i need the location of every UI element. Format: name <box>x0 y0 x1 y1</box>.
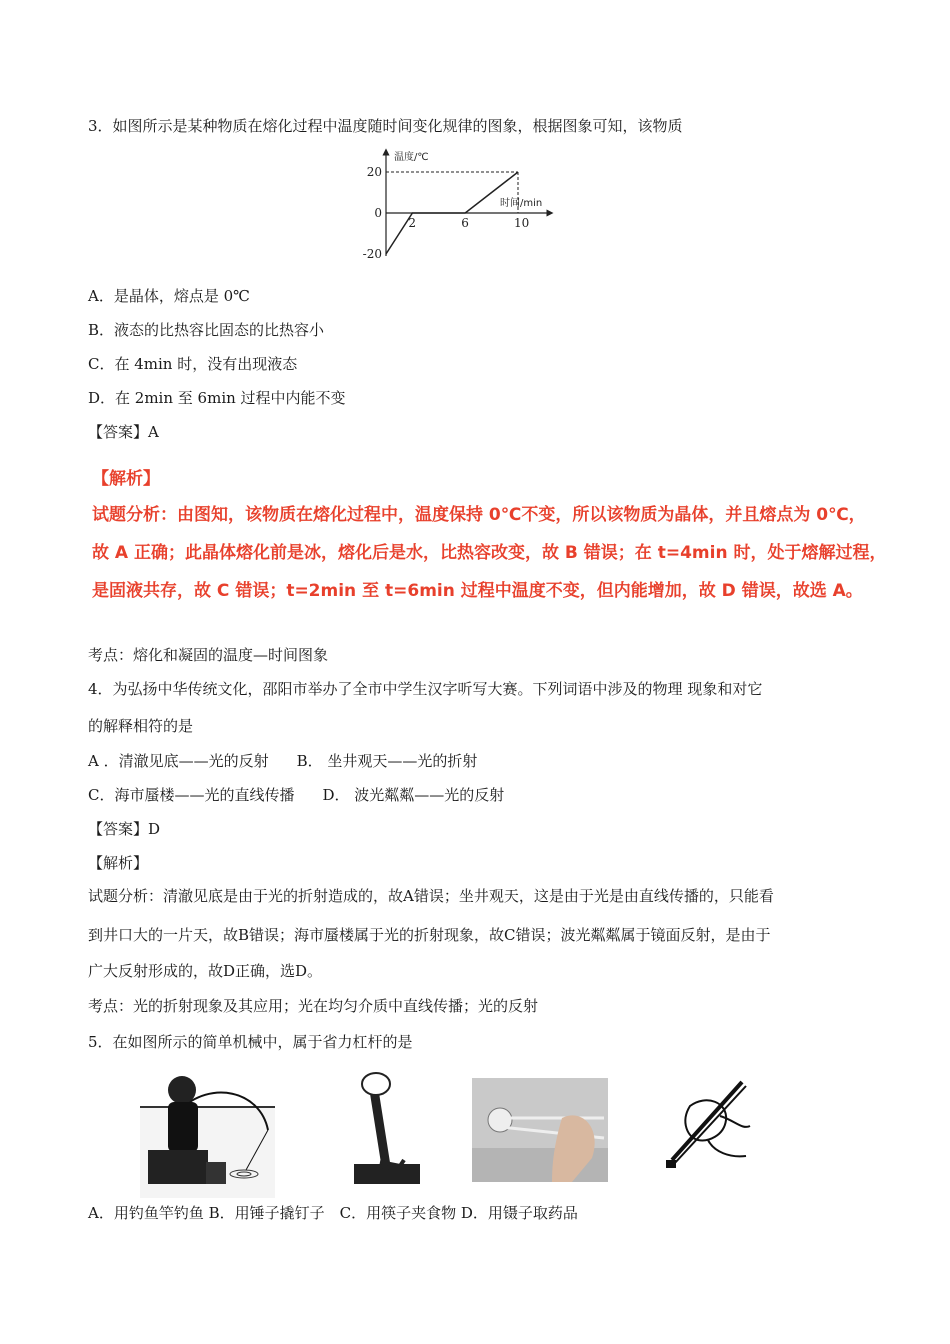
q3-option-b: B．液态的比热容比固态的比热容小 <box>88 321 325 339</box>
q4-analysis-line-3: 广大反射形成的，故D正确，选D。 <box>88 962 323 980</box>
q3-option-d: D．在 2min 至 6min 过程中内能不变 <box>88 389 346 407</box>
x-tick-label-2: 2 <box>408 216 417 230</box>
x-tick-label-10: 10 <box>514 216 530 230</box>
q3-analysis-line-1: 试题分析：由图知，该物质在熔化过程中，温度保持 0℃不变，所以该物质为晶体，并且熔点为 0℃， <box>92 505 866 525</box>
q4-option-d: D． 波光粼粼——光的反射 <box>322 786 505 804</box>
q3-analysis-line-2: 故 A 正确；此晶体熔化前是冰，熔化后是水，比热容改变，故 B 错误；在 t=4min 时，处于熔解过程， <box>92 543 887 563</box>
tweezers-image <box>650 1076 760 1176</box>
q3-analysis-line-3: 是固液共存，故 C 错误；t=2min 至 t=6min 过程中温度不变，但内能增加，故 D 错误，故选 A。 <box>92 581 863 601</box>
q5-options: A．用钓鱼竿钓鱼 B．用锤子撬钉子 C．用筷子夹食物 D．用镊子取药品 <box>88 1204 578 1222</box>
q3-option-a: A．是晶体，熔点是 0℃ <box>88 287 250 305</box>
q3-stem: 3．如图所示是某种物质在熔化过程中温度随时间变化规律的图象，根据图象可知，该物质 <box>88 117 683 135</box>
q3-kaodian: 考点：熔化和凝固的温度—时间图象 <box>88 646 329 664</box>
q3-option-c: C．在 4min 时，没有出现液态 <box>88 355 298 373</box>
q5-stem: 5．在如图所示的简单机械中，属于省力杠杆的是 <box>88 1033 413 1051</box>
fishing-rod-image <box>140 1070 275 1198</box>
temperature-time-chart <box>360 148 560 261</box>
hammer-prying-nail-image <box>352 1070 422 1188</box>
y-axis-label: 温度/℃ <box>394 152 429 163</box>
q4-options-row-1 <box>88 751 477 771</box>
q4-analysis-heading: 【解析】 <box>88 854 149 872</box>
y-tick-label--20: -20 <box>362 247 382 261</box>
chopsticks-image <box>472 1078 608 1182</box>
x-axis-label: 时间/min <box>500 198 543 209</box>
q4-analysis-line-1: 试题分析：清澈见底是由于光的折射造成的，故A错误；坐井观天，这是由于光是由直线传播的，只能看 <box>88 887 774 905</box>
q4-stem-line-1: 4．为弘扬中华传统文化，邵阳市举办了全市中学生汉字听写大赛。下列词语中涉及的物理 现象和对它 <box>88 680 763 698</box>
q4-options-row-2 <box>88 785 504 805</box>
y-tick-label-20: 20 <box>366 165 382 179</box>
q4-option-a: A ．清澈见底——光的反射 <box>88 752 269 770</box>
q4-kaodian: 考点：光的折射现象及其应用；光在均匀介质中直线传播；光的反射 <box>88 997 539 1015</box>
q3-answer: 【答案】A <box>88 423 159 441</box>
q4-stem-line-2: 的解释相符的是 <box>88 717 194 735</box>
x-tick-label-6: 6 <box>461 216 469 230</box>
q4-option-b: B． 坐井观天——光的折射 <box>296 752 478 770</box>
y-tick-label-0: 0 <box>374 206 382 220</box>
q4-analysis-line-2: 到井口大的一片天，故B错误；海市蜃楼属于光的折射现象，故C错误；波光粼粼属于镜面反射，是由于 <box>88 926 771 944</box>
q4-answer: 【答案】D <box>88 820 161 838</box>
q4-option-c: C．海市蜃楼——光的直线传播 <box>88 786 295 804</box>
q3-analysis-heading: 【解析】 <box>92 469 160 489</box>
